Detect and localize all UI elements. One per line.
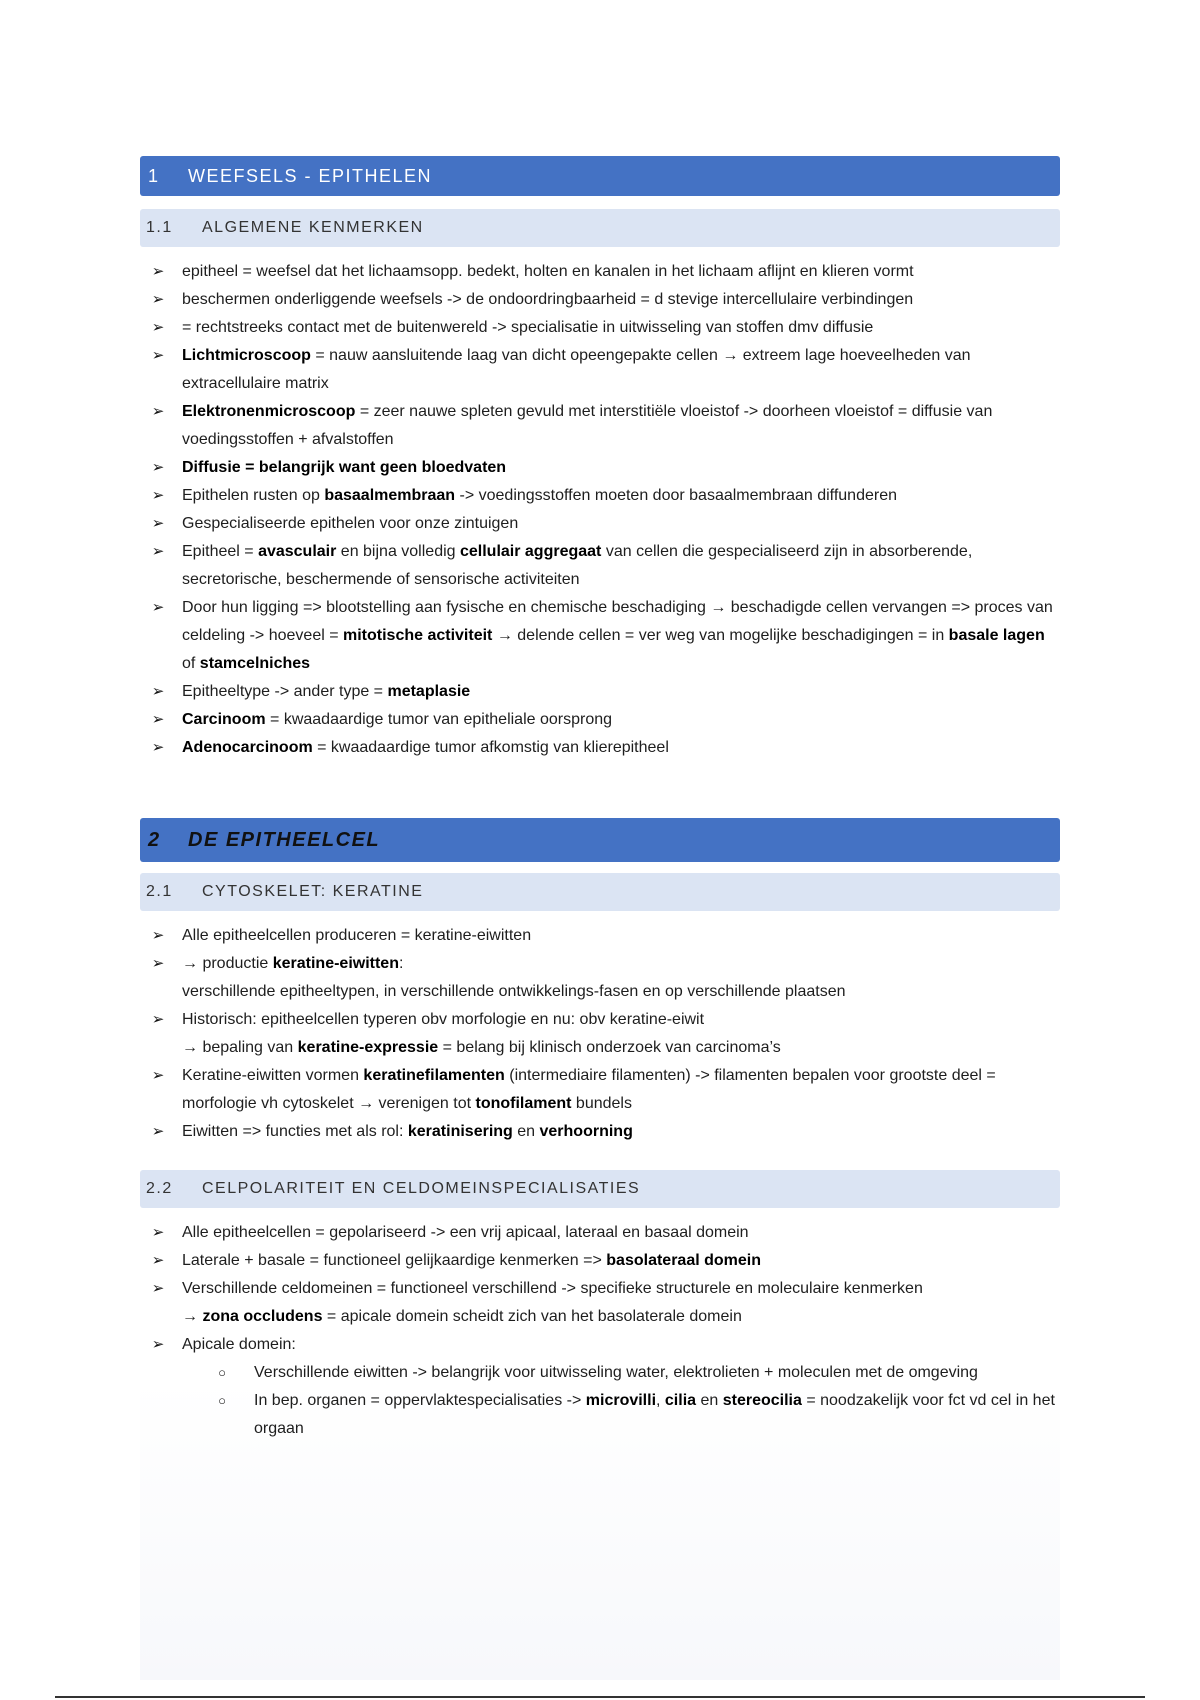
heading-title: DE EPITHEELCEL xyxy=(188,828,381,851)
item-text: = zeer nauwe spleten gevuld met interstitiële vloeistof -> doorheen vloeistof = diffusie van voedingsstoffen + afvalstoffen xyxy=(182,403,993,448)
heading-2-2 xyxy=(140,1170,1060,1208)
arrow-bullet-icon: ➢ xyxy=(151,487,165,504)
bold-term: cilia xyxy=(664,1392,697,1409)
arrow-bullet-icon: ➢ xyxy=(151,1224,165,1241)
bold-term: tonofilament xyxy=(475,1095,572,1112)
item-text: epitheel = weefsel dat het lichaamsopp. bedekt, holten en kanalen in het lichaam aflijnt en klieren vormt xyxy=(182,263,914,280)
list-item xyxy=(140,1006,1060,1062)
item-text: Apicale domein: xyxy=(182,1336,296,1353)
item-text: en xyxy=(696,1392,723,1409)
list-item xyxy=(140,1359,1060,1387)
heading-number: 1 xyxy=(148,165,160,186)
list-item xyxy=(140,1118,1060,1146)
sub-list xyxy=(140,1359,1060,1443)
arrow-bullet-icon: ➢ xyxy=(151,403,165,420)
arrow-bullet-icon: ➢ xyxy=(151,543,165,560)
bullet-list-keratine xyxy=(140,922,1060,1146)
item-text: = rechtstreeks contact met de buitenwereld -> specialisatie in uitwisseling van stoffen dmv diffusie xyxy=(182,319,874,336)
list-item xyxy=(140,1387,1060,1443)
list-item xyxy=(140,342,1060,398)
bold-term: mitotische activiteit xyxy=(343,627,493,644)
item-text: = kwaadaardige tumor van epitheliale oorsprong xyxy=(265,711,613,728)
item-text: → productie xyxy=(182,955,273,972)
arrow-bullet-icon: ➢ xyxy=(151,347,165,364)
arrow-bullet-icon: ➢ xyxy=(151,1336,165,1353)
bold-term: microvilli xyxy=(585,1392,657,1409)
heading-title: CYTOSKELET: KERATINE xyxy=(202,883,424,900)
item-text: : verschillende epitheeltypen, in verschillende ontwikkelings-fasen en op verschillende plaatsen xyxy=(182,955,846,1000)
item-text: = apicale domein scheidt zich van het basolaterale domein xyxy=(322,1308,742,1325)
arrow-bullet-icon: ➢ xyxy=(151,599,165,616)
heading-1-1 xyxy=(140,209,1060,247)
arrow-bullet-icon: ➢ xyxy=(151,955,165,972)
bullet-list-general xyxy=(140,258,1060,762)
item-text: , xyxy=(656,1392,665,1409)
arrow-bullet-icon: ➢ xyxy=(151,1280,165,1297)
arrow-bullet-icon: ➢ xyxy=(151,927,165,944)
bold-term: verhoorning xyxy=(539,1123,633,1140)
arrow-bullet-icon: ➢ xyxy=(151,1067,165,1084)
list-item xyxy=(140,286,1060,314)
bold-term: cellulair aggregaat xyxy=(459,543,602,560)
bold-term: keratine-eiwitten xyxy=(272,955,399,972)
list-item xyxy=(140,950,1060,1006)
item-text: Alle epitheelcellen produceren = keratine-eiwitten xyxy=(182,927,532,944)
item-text: Eiwitten => functies met als rol: xyxy=(182,1123,408,1140)
item-text: of xyxy=(182,655,200,672)
list-item xyxy=(140,1247,1060,1275)
list-item xyxy=(140,538,1060,594)
list-item xyxy=(140,398,1060,454)
item-text: -> voedingsstoffen moeten door basaalmembraan diffunderen xyxy=(455,487,897,504)
circle-bullet-icon: ○ xyxy=(218,1365,226,1380)
heading-number: 2.1 xyxy=(146,883,173,900)
item-text: Keratine-eiwitten vormen xyxy=(182,1067,364,1084)
list-item xyxy=(140,1275,1060,1331)
arrow-bullet-icon: ➢ xyxy=(151,459,165,476)
item-text: (intermediaire filamenten) -> filamenten bepalen voor grootste deel = morfologie vh cytoskelet → verenigen tot xyxy=(182,1067,996,1112)
list-item xyxy=(140,734,1060,762)
item-text: = noodzakelijk voor fct vd cel in het orgaan xyxy=(254,1392,1055,1437)
arrow-bullet-icon: ➢ xyxy=(151,683,165,700)
bold-term: keratinisering xyxy=(407,1123,513,1140)
list-item xyxy=(140,1331,1060,1359)
arrow-bullet-icon: ➢ xyxy=(151,739,165,756)
list-item xyxy=(140,678,1060,706)
item-text: = belang bij klinisch onderzoek van carcinoma’s xyxy=(438,1039,781,1056)
item-text: en xyxy=(512,1123,540,1140)
bold-term: keratine-expressie xyxy=(297,1039,439,1056)
bold-term: basale lagen xyxy=(948,627,1045,644)
arrow-bullet-icon: ➢ xyxy=(151,319,165,336)
item-text: en bijna volledig xyxy=(336,543,460,560)
item-text: In bep. organen = oppervlaktespecialisaties -> xyxy=(254,1392,586,1409)
list-item xyxy=(140,922,1060,950)
list-item xyxy=(140,1219,1060,1247)
bold-term: avasculair xyxy=(258,543,337,560)
item-text: Verschillende eiwitten -> belangrijk voor uitwisseling water, elektrolieten + moleculen met de omgeving xyxy=(254,1364,978,1381)
list-item xyxy=(140,706,1060,734)
item-text: = kwaadaardige tumor afkomstig van klierepitheel xyxy=(312,739,669,756)
item-text: Epitheel = xyxy=(182,543,259,560)
bold-term: zona occludens xyxy=(202,1308,323,1325)
item-text: Epitheeltype -> ander type = xyxy=(182,683,388,700)
bold-term: basaalmembraan xyxy=(324,487,456,504)
item-text: → delende cellen = ver weg van mogelijke beschadigingen = in xyxy=(492,627,949,644)
item-text: Verschillende celdomeinen = functioneel verschillend -> specifieke structurele en moleculaire kenmerken → xyxy=(182,1280,923,1325)
arrow-bullet-icon: ➢ xyxy=(151,711,165,728)
arrow-bullet-icon: ➢ xyxy=(151,1252,165,1269)
bold-term: Lichtmicroscoop xyxy=(182,347,311,364)
list-item xyxy=(140,258,1060,286)
bold-term: Diffusie = belangrijk want geen bloedvaten xyxy=(182,459,507,476)
item-text: beschermen onderliggende weefsels -> de ondoordringbaarheid = d stevige intercellulaire verbindingen xyxy=(182,291,914,308)
footer-rule xyxy=(55,1696,1145,1698)
item-text: Alle epitheelcellen = gepolariseerd -> een vrij apicaal, lateraal en basaal domein xyxy=(182,1224,749,1241)
list-item xyxy=(140,314,1060,342)
heading-2-1 xyxy=(140,873,1060,911)
bold-term: basolateraal domein xyxy=(606,1252,761,1269)
bold-term: keratinefilamenten xyxy=(363,1067,505,1084)
bold-term: metaplasie xyxy=(387,683,471,700)
arrow-bullet-icon: ➢ xyxy=(151,1011,165,1028)
list-item xyxy=(140,1062,1060,1118)
heading-number: 2.2 xyxy=(146,1180,173,1197)
arrow-bullet-icon: ➢ xyxy=(151,263,165,280)
bold-term: Elektronenmicroscoop xyxy=(182,403,356,420)
list-item xyxy=(140,454,1060,482)
item-text: Gespecialiseerde epithelen voor onze zintuigen xyxy=(182,515,519,532)
arrow-bullet-icon: ➢ xyxy=(151,1123,165,1140)
list-item xyxy=(140,594,1060,678)
circle-bullet-icon: ○ xyxy=(218,1393,226,1408)
item-text: van cellen die gespecialiseerd zijn in absorberende, secretorische, beschermende of sensorische activiteiten xyxy=(182,543,973,588)
bold-term: stereocilia xyxy=(722,1392,802,1409)
heading-title: CELPOLARITEIT EN CELDOMEINSPECIALISATIES xyxy=(202,1180,641,1197)
bullet-list-polariteit xyxy=(140,1219,1060,1443)
heading-number: 2 xyxy=(148,828,161,851)
heading-title: ALGEMENE KENMERKEN xyxy=(202,219,424,236)
heading-1 xyxy=(140,156,1060,196)
arrow-bullet-icon: ➢ xyxy=(151,291,165,308)
arrow-bullet-icon: ➢ xyxy=(151,515,165,532)
bold-term: stamcelniches xyxy=(199,655,311,672)
item-text: = nauw aansluitende laag van dicht opeengepakte cellen → extreem lage hoeveelheden van extracellulaire matrix xyxy=(182,347,971,392)
item-text: Epithelen rusten op xyxy=(182,487,325,504)
list-item xyxy=(140,482,1060,510)
list-item xyxy=(140,510,1060,538)
heading-title: WEEFSELS - EPITHELEN xyxy=(188,165,433,186)
item-text: bundels xyxy=(571,1095,632,1112)
heading-number: 1.1 xyxy=(146,219,173,236)
item-text: Historisch: epitheelcellen typeren obv morfologie en nu: obv keratine-eiwit → bepaling van xyxy=(182,1011,705,1056)
item-text: Door hun ligging => blootstelling aan fysische en chemische beschadiging → beschadigde cellen vervangen => proces van celdeling -> hoeveel = xyxy=(182,599,1053,644)
heading-2 xyxy=(140,818,1060,862)
bold-term: Adenocarcinoom xyxy=(182,739,313,756)
bold-term: Carcinoom xyxy=(182,711,266,728)
item-text: Laterale + basale = functioneel gelijkaardige kenmerken => xyxy=(182,1252,607,1269)
